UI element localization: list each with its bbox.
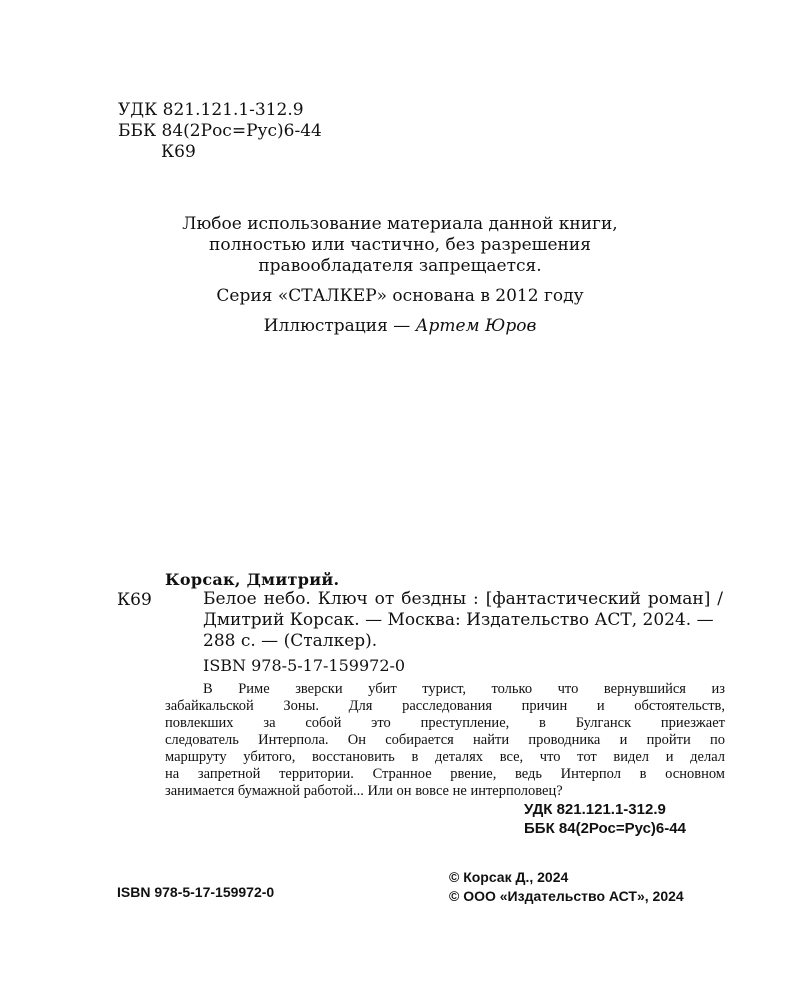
annotation-line: повлекших за собой это преступление, в Булганск приезжает [165, 715, 725, 731]
top-classification-codes [118, 100, 322, 163]
illustrator-name: Артем Юров [415, 316, 537, 336]
udk-code: УДК 821.121.1-312.9 [524, 801, 666, 818]
catalog-author-mark: К69 [117, 590, 152, 610]
author-mark: К69 [161, 142, 196, 162]
description-line: Дмитрий Корсак. — Москва: Издательство АСТ, 2024. — [203, 610, 714, 630]
copyright-publisher: © ООО «Издательство АСТ», 2024 [449, 888, 684, 904]
bottom-classification-codes [524, 800, 686, 838]
illustration-credit [0, 316, 800, 336]
annotation-line: маршруту убитого, восстановить в деталях все, что тот видел и делал [165, 749, 725, 765]
catalog-author: Корсак, Дмитрий. [165, 570, 340, 589]
copyright-author: © Корсак Д., 2024 [449, 869, 569, 885]
notice-line: правообладателя запрещается. [258, 256, 542, 276]
description-line: Белое небо. Ключ от бездны : [фантастический роман] / [203, 589, 723, 609]
annotation-line: забайкальской Зоны. Для расследования причин и обстоятельств, [165, 698, 725, 714]
annotation [165, 681, 725, 800]
notice-line: Любое использование материала данной книги, [182, 214, 618, 234]
series-note: Серия «СТАЛКЕР» основана в 2012 году [216, 286, 584, 306]
annotation-line: В Риме зверски убит турист, только что вернувшийся из [203, 681, 725, 697]
bbk-code: ББК 84(2Рос=Рус)6-44 [118, 121, 322, 141]
bbk-code: ББК 84(2Рос=Рус)6-44 [524, 820, 686, 837]
illustration-label: Иллюстрация — [263, 316, 411, 336]
udk-code: УДК 821.121.1-312.9 [118, 100, 304, 120]
notice-line: полностью или частично, без разрешения [209, 235, 591, 255]
copyright-notice [0, 214, 800, 277]
annotation-line: следователь Интерпола. Он собирается найти проводника и пройти по [165, 732, 725, 748]
catalog-isbn: ISBN 978-5-17-159972-0 [203, 656, 406, 675]
annotation-line: на запретной территории. Странное рвение, ведь Интерпол в основном [165, 766, 725, 782]
annotation-line: занимается бумажной работой... Или он вовсе не интерполовец? [165, 783, 563, 799]
description-line: 288 с. — (Сталкер). [203, 631, 378, 651]
copyright-block [449, 868, 684, 906]
catalog-description [203, 589, 723, 652]
footer-isbn: ISBN 978-5-17-159972-0 [117, 884, 275, 900]
